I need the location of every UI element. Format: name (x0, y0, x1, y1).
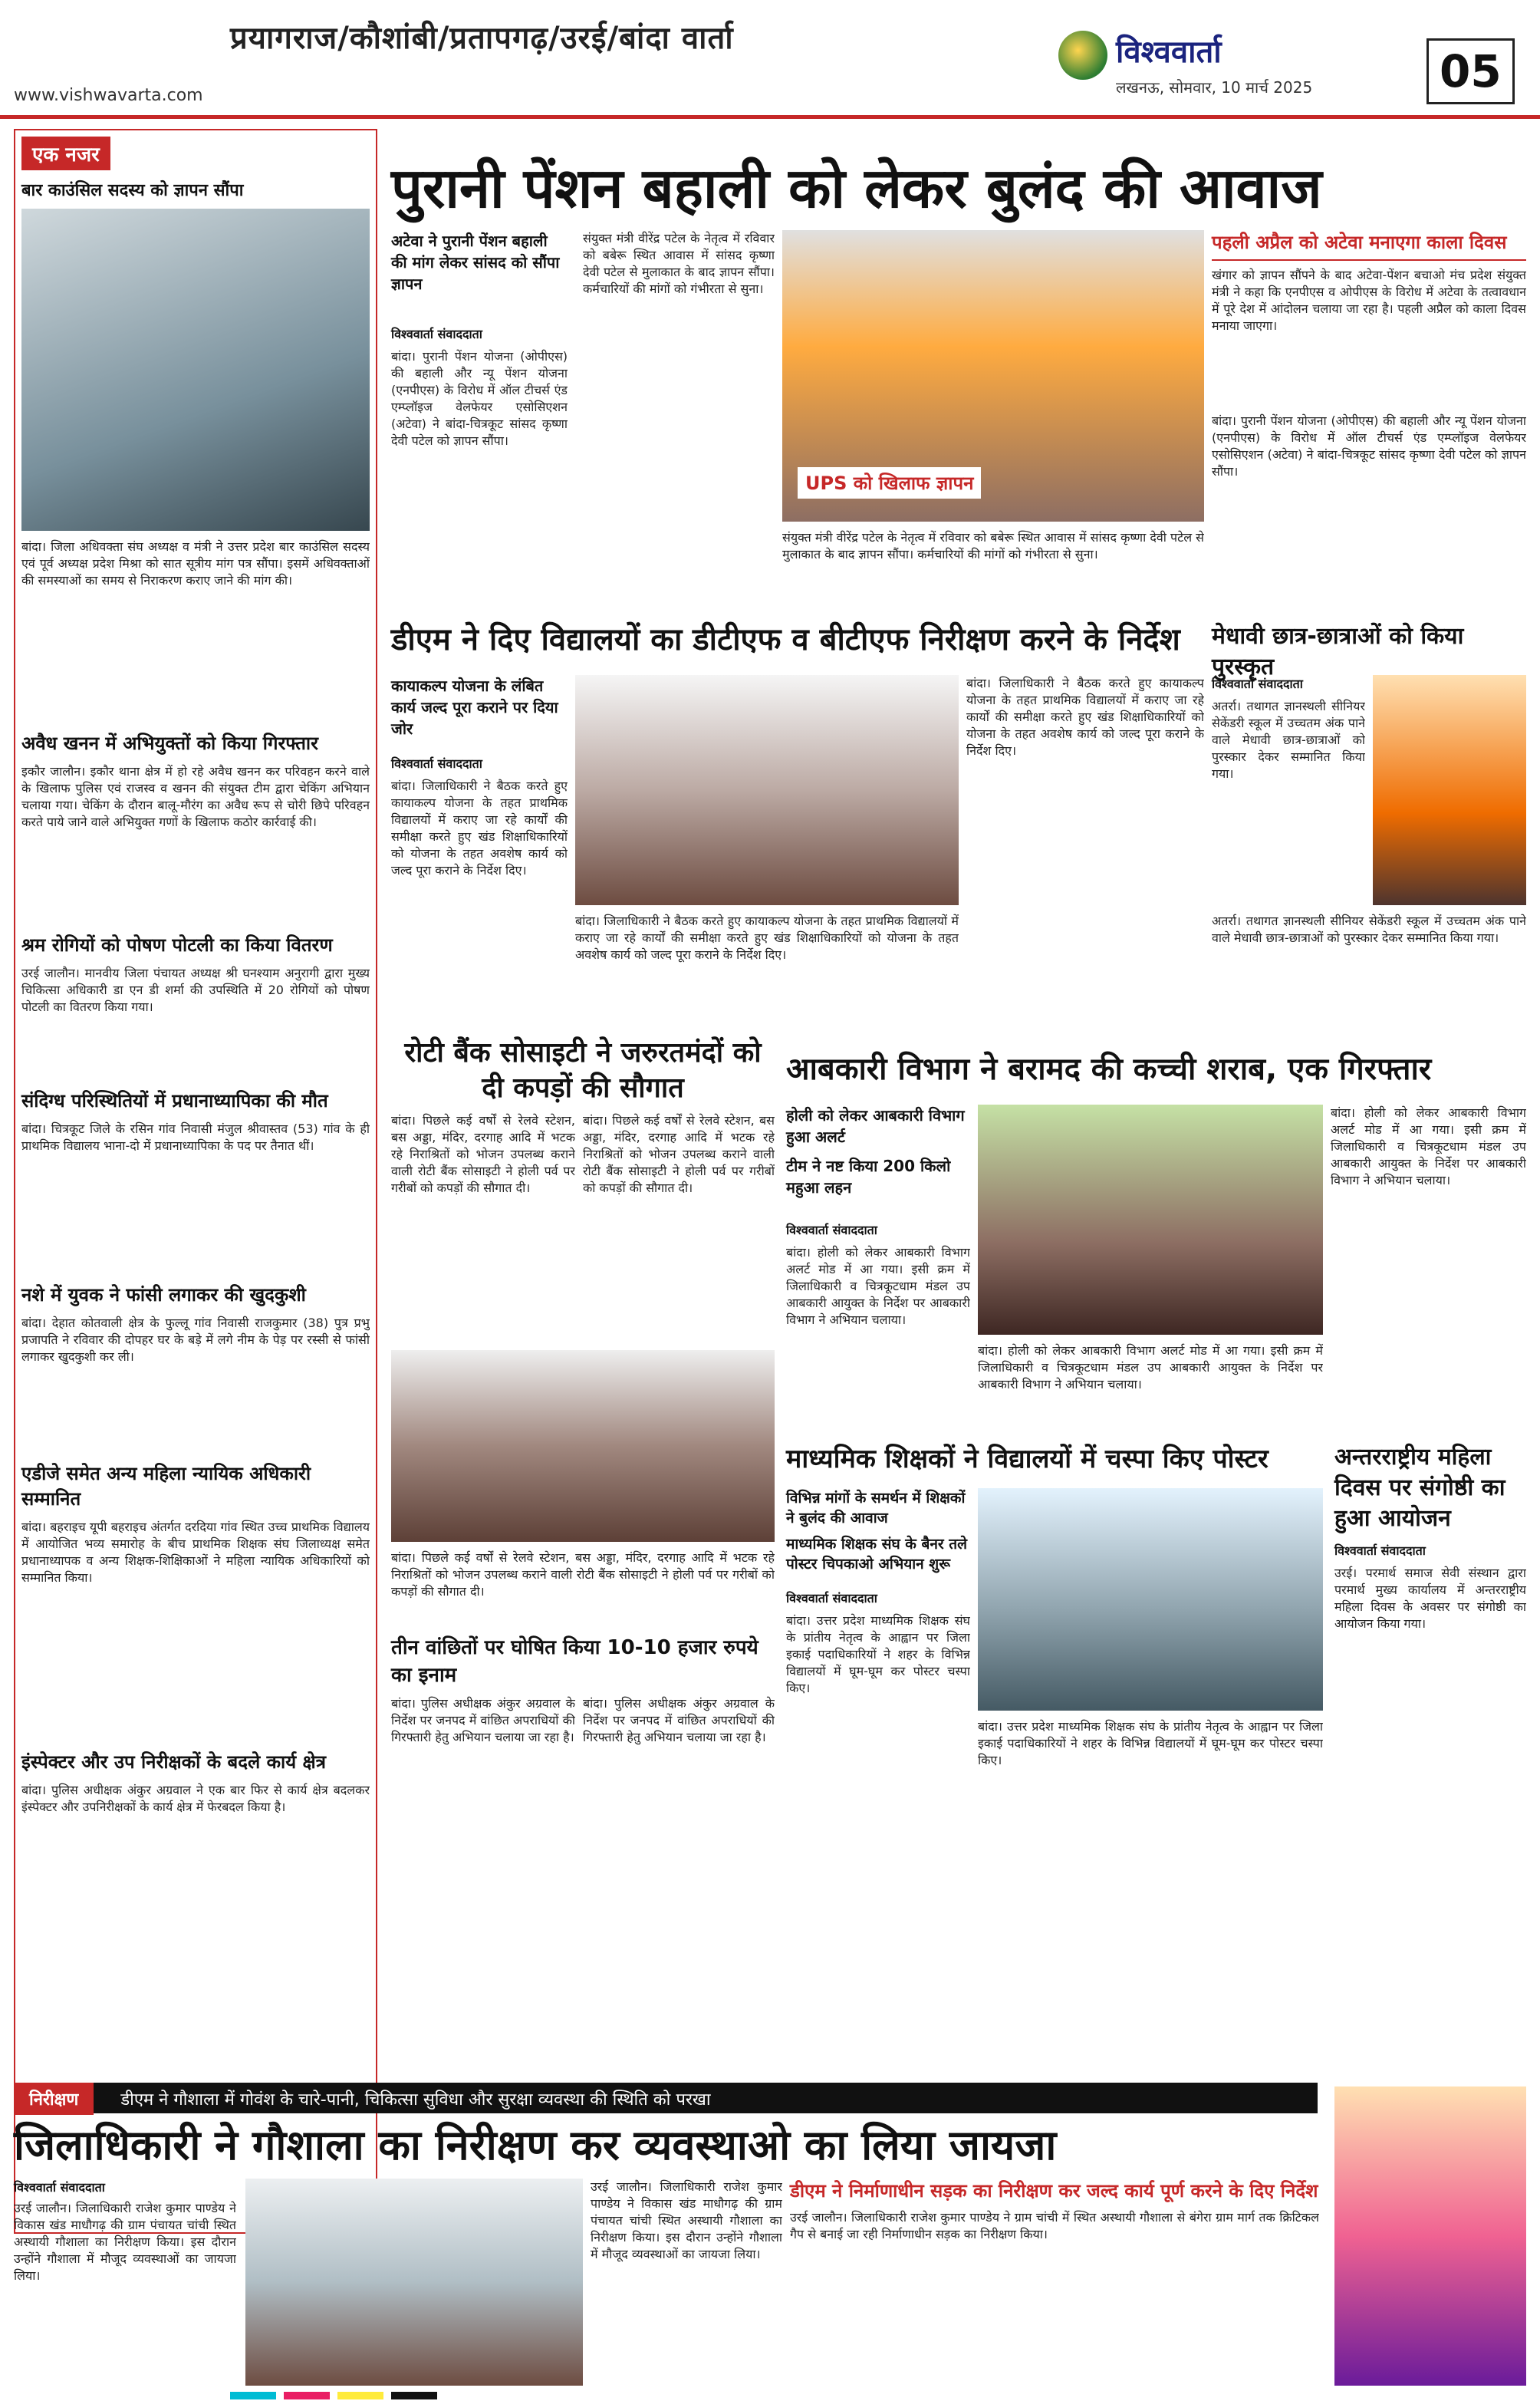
women-photo (1334, 2086, 1526, 2386)
dm-photo (575, 675, 959, 905)
merit-text-wrap (1212, 675, 1365, 928)
women-headline: अन्तरराष्ट्रीय महिला दिवस पर संगोष्ठी का हुआ आयोजन (1334, 1444, 1505, 1532)
story1-body: बांदा। जिला अधिवक्ता संघ अध्यक्ष व मंत्री ने उत्तर प्रदेश बार काउंसिल सदस्य एवं पूर्व अध्यक्ष प्रदेश मिश्रा को सात सूत्रीय मांग पत्र सौंपा। इसमें अधिवक्ताओं की समस्याओं का समय से निराकरण कराए जाने की मांग की। (21, 539, 370, 588)
rotibank-headline: रोटी बैंक सोसाइटी ने जरुरतमंदों को दी कपड़ों की सौगात (404, 1037, 762, 1104)
excise-headline: आबकारी विभाग ने बरामद की कच्ची शराब, एक गिरफ्तार (786, 1052, 1432, 1087)
story7-body: बांदा। पुलिस अधीक्षक अंकुर अग्रवाल ने एक बार फिर से कार्य क्षेत्र बदलकर इंस्पेक्टर और उपनिरीक्षकों के कार्य क्षेत्र में फेरबदल किया है। (21, 1783, 370, 1814)
teachers-deck-wrap (786, 1488, 970, 1935)
dm-byline: विश्ववार्ता संवाददाता (391, 756, 482, 771)
excise-deck1: होली को लेकर आबकारी विभाग हुआ अलर्ट (786, 1106, 965, 1146)
story4-head: संदिग्ध परिस्थितियों में प्रधानाध्यापिका की मौत (21, 1090, 328, 1112)
merit-byline: विश्ववार्ता संवाददाता (1212, 677, 1303, 691)
lead-sidebar-head: पहली अप्रैल को अटेवा मनाएगा काला दिवस (1212, 230, 1526, 261)
lead-byline: विश्ववार्ता संवाददाता (391, 327, 482, 341)
story6-head: एडीजे समेत अन्य महिला न्यायिक अधिकारी सम्मानित (21, 1463, 311, 1510)
gaushala-byline: विश्ववार्ता संवाददाता (14, 2180, 105, 2195)
teachers-body2: बांदा। उत्तर प्रदेश माध्यमिक शिक्षक संघ के प्रांतीय नेतृत्व के आह्वान पर जिला इकाई पदाधिकारियों ने शहर के विभिन्न विद्यालयों में घूम-घूम कर पोस्टर चस्पा किए। (978, 1719, 1323, 1767)
rotibank-body: बांदा। पिछले कई वर्षों से रेलवे स्टेशन, बस अड्डा, मंदिर, दरगाह आदि में भटक रहे निराश्रितों को भोजन उपलब्ध कराने वाली रोटी बैंक सोसाइटी ने होली पर्व पर गरीबों को कपड़ों की सौगात दी। (391, 1113, 575, 1195)
merit-body: अतर्रा। तथागत ज्ञानस्थली सीनियर सेकेंडरी स्कूल में उच्चतम अंक पाने वाले मेधावी छात्र-छात्राओं को पुरस्कार देकर सम्मानित किया गया। (1212, 699, 1365, 781)
gaushala-body2: उरई जालौन। जिलाधिकारी राजेश कुमार पाण्डेय ने विकास खंड माधौगढ़ की ग्राम पंचायत चांची स्थित अस्थायी गौशाला का निरीक्षण किया। इस दौरान उन्होंने गौशाला में मौजूद व्यवस्थाओं का जायजा लिया। (591, 2179, 782, 2261)
dm-deck: कायाकल्प योजना के लंबित कार्य जल्द पूरा कराने पर दिया जोर (391, 677, 558, 738)
rotibank-body2: बांदा। पिछले कई वर्षों से रेलवे स्टेशन, बस अड्डा, मंदिर, दरगाह आदि में भटक रहे निराश्रितों को भोजन उपलब्ध कराने वाली रोटी बैंक सोसाइटी ने होली पर्व पर गरीबों को कपड़ों की सौगात दी। (583, 1113, 775, 1195)
dm-deck-wrap (391, 675, 568, 1039)
lead-photo-banner: UPS को खिलाफ ज्ञापन (798, 467, 981, 499)
lead-deck: अटेवा ने पुरानी पेंशन बहाली की मांग लेकर सांसद को सौंपा ज्ञापन (391, 232, 560, 293)
reward-headline: तीन वांछितों पर घोषित किया 10-10 हजार रुपये का इनाम (391, 1636, 758, 1687)
road-wrap (790, 2179, 1319, 2355)
excise-body3: बांदा। होली को लेकर आबकारी विभाग अलर्ट मोड में आ गया। इसी क्रम में जिलाधिकारी व चित्रकूटधाम मंडल उप आबकारी आयुक्त के निर्देश पर आबकारी विभाग ने अभियान चलाया। (1331, 1105, 1526, 1187)
lead-photo-caption: संयुक्त मंत्री वीरेंद्र पटेल के नेतृत्व में रविवार को बबेरू स्थित आवास में सांसद कृष्णा देवी पटेल से मुलाकात के बाद ज्ञापन सौंपा। कर्मचारियों की मांगों को गंभीरता से सुना। (782, 530, 1204, 562)
excise-body: बांदा। होली को लेकर आबकारी विभाग अलर्ट मोड में आ गया। इसी क्रम में जिलाधिकारी व चित्रकूटधाम मंडल उप आबकारी आयुक्त के निर्देश पर आबकारी विभाग ने अभियान चलाया। (786, 1245, 970, 1327)
road-body: उरई जालौन। जिलाधिकारी राजेश कुमार पाण्डेय ने ग्राम चांची में स्थित अस्थायी गौशाला से बंगेरा ग्राम मार्ग तक क्रिटिकल गैप से बनाई जा रही निर्माणाधीन सड़क का निरीक्षण किया। (790, 2210, 1319, 2241)
story3-head: श्रम रोगियों को पोषण पोटली का किया वितरण (21, 934, 333, 956)
reward-body: बांदा। पुलिस अधीक्षक अंकुर अग्रवाल के निर्देश पर जनपद में वांछित अपराधियों की गिरफ्तारी हेतु अभियान चलाया जा रहा है। (391, 1696, 575, 1744)
gaushala-strip-label: निरीक्षण (14, 2083, 94, 2115)
reward-body2: बांदा। पुलिस अधीक्षक अंकुर अग्रवाल के निर्देश पर जनपद में वांछित अपराधियों की गिरफ्तारी हेतु अभियान चलाया जा रहा है। (583, 1696, 775, 1744)
reg-magenta (284, 2392, 330, 2399)
lead-body2: संयुक्त मंत्री वीरेंद्र पटेल के नेतृत्व में रविवार को बबेरू स्थित आवास में सांसद कृष्णा देवी पटेल से मुलाकात के बाद ज्ञापन सौंपा। कर्मचारियों की मांगों को गंभीरता से सुना। (583, 231, 775, 296)
dateline: लखनऊ, सोमवार, 10 मार्च 2025 (1116, 78, 1313, 97)
teachers-body: बांदा। उत्तर प्रदेश माध्यमिक शिक्षक संघ के प्रांतीय नेतृत्व के आह्वान पर जिला इकाई पदाधिकारियों ने शहर के विभिन्न विद्यालयों में घूम-घूम कर पोस्टर चस्पा किए। (786, 1613, 970, 1695)
teachers-byline: विश्ववार्ता संवाददाता (786, 1591, 877, 1606)
lead-sidebar (1212, 230, 1526, 604)
gaushala-body: उरई जालौन। जिलाधिकारी राजेश कुमार पाण्डेय ने विकास खंड माधौगढ़ की ग्राम पंचायत चांची स्थित अस्थायी गौशाला का निरीक्षण किया। इस दौरान उन्होंने गौशाला में मौजूद व्यवस्थाओं का जायजा लिया। (14, 2201, 236, 2283)
excise-body2: बांदा। होली को लेकर आबकारी विभाग अलर्ट मोड में आ गया। इसी क्रम में जिलाधिकारी व चित्रकूटधाम मंडल उप आबकारी आयुक्त के निर्देश पर आबकारी विभाग ने अभियान चलाया। (978, 1343, 1323, 1392)
excise-byline: विश्ववार्ता संवाददाता (786, 1223, 877, 1237)
story4-body: बांदा। चित्रकूट जिले के रसिन गांव निवासी मंजुल श्रीवास्तव (53) गांव के ही प्राथमिक विद्यालय भाना-दो में प्रधानाध्यापिका के पद पर तैनात थीं। (21, 1121, 370, 1153)
left-column (14, 129, 377, 2234)
story2-head: अवैध खनन में अभियुक्तों को किया गिरफ्तार (21, 733, 318, 754)
header-rule (0, 115, 1540, 119)
caption-head: बार काउंसिल सदस्य को ज्ञापन सौंपा (21, 181, 244, 200)
lead-headline: पुरानी पेंशन बहाली को लेकर बुलंद की आवाज (391, 156, 1322, 220)
gaushala-text-wrap (14, 2179, 236, 2384)
gaushala-strip (14, 2083, 1318, 2113)
story2-body: इकौर जालौन। इकौर थाना क्षेत्र में हो रहे अवैध खनन कर परिवहन करने वाले के खिलाफ पुलिस एवं राजस्व व खनन की संयुक्त टीम द्वारा चेकिंग अभियान चलाया गया। चेकिंग के दौरान बालू-मौरंग का अवैध रूप से चोरी छिपे परिवहन करते पाये जाने वाले अभियुक्त गणों के खिलाफ कठोर कार्रवाई की। (21, 764, 370, 829)
reg-black (391, 2392, 437, 2399)
teachers-deck1: विभिन्न मांगों के समर्थन में शिक्षकों ने बुलंद की आवाज (786, 1490, 966, 1527)
lead-deck-wrap (391, 230, 568, 640)
rotibank-body3: बांदा। पिछले कई वर्षों से रेलवे स्टेशन, बस अड्डा, मंदिर, दरगाह आदि में भटक रहे निराश्रितों को भोजन उपलब्ध कराने वाली रोटी बैंक सोसाइटी ने होली पर्व पर गरीबों को कपड़ों की सौगात दी। (391, 1550, 775, 1599)
merit-body2: अतर्रा। तथागत ज्ञानस्थली सीनियर सेकेंडरी स्कूल में उच्चतम अंक पाने वाले मेधावी छात्र-छात्राओं को पुरस्कार देकर सम्मानित किया गया। (1212, 914, 1526, 945)
story5-head: नशे में युवक ने फांसी लगाकर की खुदकुशी (21, 1284, 306, 1306)
website-url[interactable]: www.vishwavarta.com (14, 86, 203, 105)
lead-body: बांदा। पुरानी पेंशन योजना (ओपीएस) की बहाली और न्यू पेंशन योजना (एनपीएस) के विरोध में ऑल टीचर्स एंड एम्प्लॉइज वेलफेयर एसोसिएशन (अटेवा) ने बांदा-चित्रकूट सांसद कृष्णा देवी पटेल को ज्ञापन सौंपा। (391, 349, 568, 448)
teachers-headline: माध्यमिक शिक्षकों ने विद्यालयों में चस्पा किए पोस्टर (786, 1444, 1269, 1474)
dm-body2: बांदा। जिलाधिकारी ने बैठक करते हुए कायाकल्प योजना के तहत प्राथमिक विद्यालयों में कराए जा रहे कार्यों की समीक्षा करते हुए खंड शिक्षाधिकारियों को योजना के तहत अवशेष कार्य को जल्द पूरा कराने के निर्देश दिए। (575, 914, 959, 962)
brand-logo-icon (1058, 31, 1107, 80)
left-kicker: एक नजर (21, 137, 110, 170)
gaushala-strip-text: डीएम ने गौशाला में गोवंश के चारे-पानी, चिकित्सा सुविधा और सुरक्षा व्यवस्था की स्थिति को परखा (120, 2090, 711, 2110)
brand-name: विश्ववार्ता (1116, 35, 1222, 70)
road-headline: डीएम ने निर्माणाधीन सड़क का निरीक्षण कर जल्द कार्य पूर्ण करने के दिए निर्देश (790, 2180, 1318, 2202)
excise-photo (978, 1105, 1323, 1335)
gaushala-headline: जिलाधिकारी ने गौशाला का निरीक्षण कर व्यवस्थाओ का लिया जायजा (14, 2121, 1057, 2169)
dm-body: बांदा। जिलाधिकारी ने बैठक करते हुए कायाकल्प योजना के तहत प्राथमिक विद्यालयों में कराए जा रहे कार्यों की समीक्षा करते हुए खंड शिक्षाधिकारियों को योजना के तहत अवशेष कार्य को जल्द पूरा कराने के निर्देश दिए। (391, 779, 568, 878)
women-body: उरई। परमार्थ समाज सेवी संस्थान द्वारा परमार्थ मुख्य कार्यालय में अन्तरराष्ट्रीय महिला दिवस के अवसर पर संगोष्ठी का आयोजन किया गया। (1334, 1566, 1526, 1631)
merit-headline: मेधावी छात्र-छात्राओं को किया पुरस्कृत (1212, 623, 1464, 680)
women-byline: विश्ववार्ता संवाददाता (1334, 1543, 1426, 1558)
reg-yellow (337, 2392, 383, 2399)
excise-deck-wrap (786, 1105, 970, 1413)
lead-photo (782, 230, 1204, 522)
dm-headline: डीएम ने दिए विद्यालयों का डीटीएफ व बीटीएफ निरीक्षण करने के निर्देश (391, 622, 1180, 657)
lead-sidebar-body2: बांदा। पुरानी पेंशन योजना (ओपीएस) की बहाली और न्यू पेंशन योजना (एनपीएस) के विरोध में ऑल टीचर्स एंड एम्प्लॉइज वेलफेयर एसोसिएशन (अटेवा) ने बांदा-चित्रकूट सांसद कृष्णा देवी पटेल को ज्ञापन सौंपा। (1212, 413, 1526, 479)
section-title: प्रयागराज/कौशांबी/प्रतापगढ़/उरई/बांदा वार्ता (230, 21, 734, 56)
page-number: 05 (1426, 38, 1515, 104)
story3-body: उरई जालौन। मानवीय जिला पंचायत अध्यक्ष श्री घनश्याम अनुरागी द्वारा मुख्य चिकित्सा अधिकारी डा एन डी शर्मा की उपस्थिति में 20 रोगियों को पोषण पोटली का वितरण किया गया। (21, 966, 370, 1014)
teachers-deck2: माध्यमिक शिक्षक संघ के बैनर तले पोस्टर चिपकाओ अभियान शुरू (786, 1536, 967, 1573)
teachers-photo (978, 1488, 1323, 1711)
reg-cyan (230, 2392, 276, 2399)
rotibank-photo (391, 1350, 775, 1542)
merit-photo (1373, 675, 1526, 905)
dm-body3: बांदा। जिलाधिकारी ने बैठक करते हुए कायाकल्प योजना के तहत प्राथमिक विद्यालयों में कराए जा रहे कार्यों की समीक्षा करते हुए खंड शिक्षाधिकारियों को योजना के तहत अवशेष कार्य को जल्द पूरा कराने के निर्देश दिए। (966, 676, 1204, 758)
excise-deck2: टीम ने नष्ट किया 200 किलो महुआ लहन (786, 1157, 951, 1197)
lead-sidebar-body: खंगार को ज्ञापन सौंपने के बाद अटेवा-पेंशन बचाओ मंच प्रदेश संयुक्त मंत्री ने कहा कि एनपीएस व ओपीएस के विरोध में अटेवा के तत्वावधान में पूरे देश में आंदोलन चलाया जा रहा है। पहली अप्रैल को काला दिवस मनाया जाएगा। (1212, 268, 1526, 333)
story6-body: बांदा। बहराइच यूपी बहराइच अंतर्गत दरदिया गांव स्थित उच्च प्राथमिक विद्यालय में आयोजित भव्य समारोह के बीच प्राथमिक शिक्षक संघ जिलाध्यक्ष समेत प्रधानाध्यापक व अन्य शिक्षक-शिक्षिकाओं ने महिला न्यायिक अधिकारियों को सम्मानित किया। (21, 1520, 370, 1585)
story7-head: इंस्पेक्टर और उप निरीक्षकों के बदले कार्य क्षेत्र (21, 1751, 326, 1773)
bar-council-photo (21, 209, 370, 531)
gaushala-photo (245, 2179, 583, 2386)
story5-body: बांदा। देहात कोतवाली क्षेत्र के फुल्लू गांव निवासी राजकुमार (38) पुत्र प्रभु प्रजापति ने रविवार की दोपहर घर के बड़े में लगे नीम के पेड़ पर रस्सी से फांसी लगाकर खुदकुशी कर ली। (21, 1316, 370, 1364)
